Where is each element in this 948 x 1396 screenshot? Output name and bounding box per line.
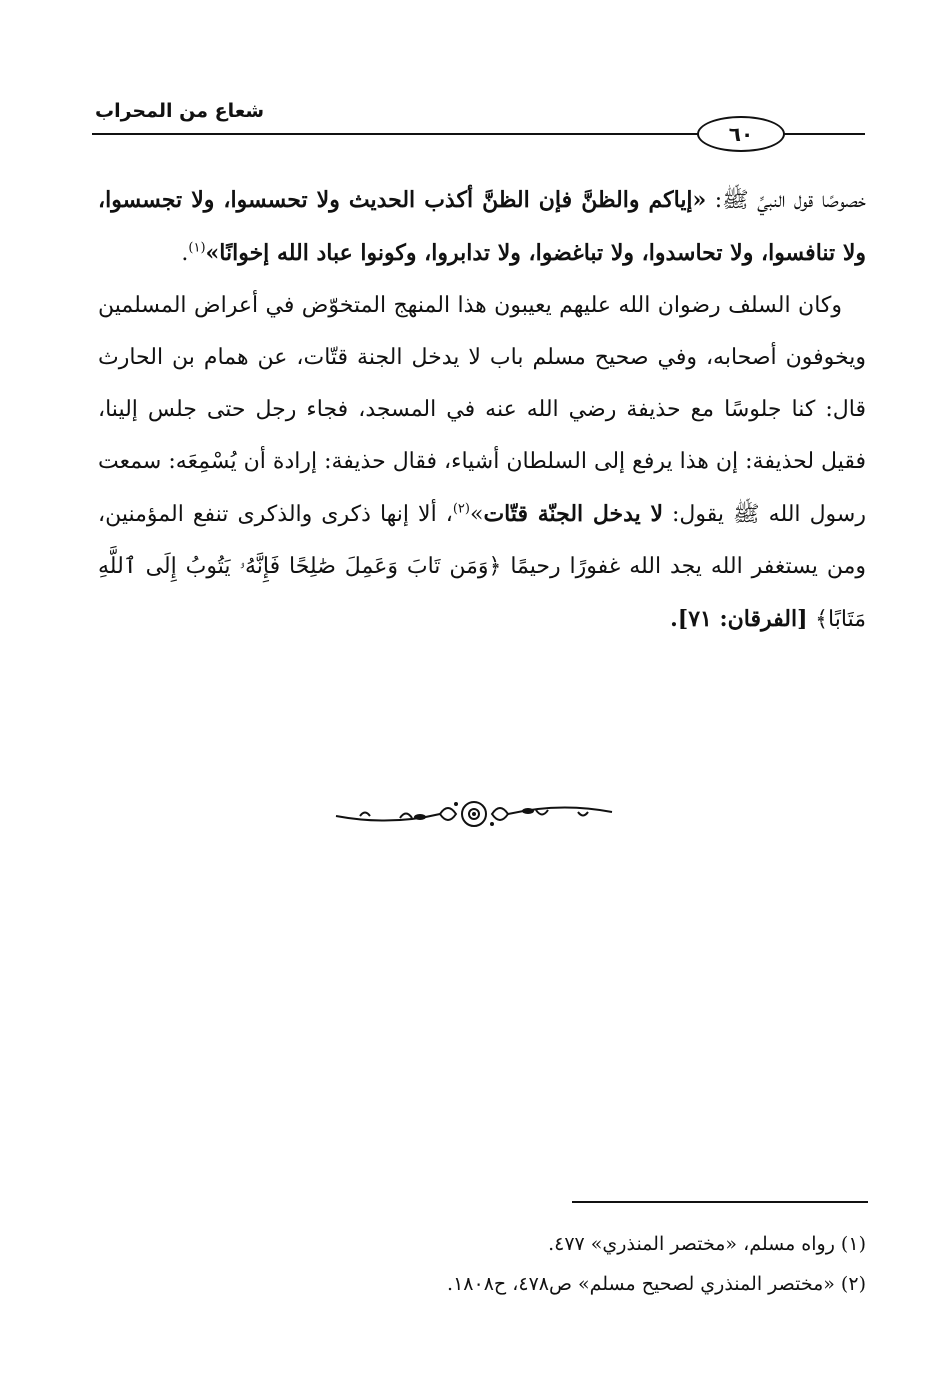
paragraph-2 [98,280,866,646]
paragraph-2-part1: وكان السلف رضوان الله عليهم يعيبون هذا المنهج المتخوّض في أعراض المسلمين ويخوفون أصحابه، وفي صحيح مسلم باب لا يدخل الجنة قتّات، عن همام بن الحارث قال: كنا جلوسًا مع حذيفة رضي الله عنه في المسجد، فجاء رجل حتى جلس إلينا، فقيل لحذيفة: إن هذا يرفع إلى السلطان أشياء، فقال حذيفة: إرادة أن يُسْمِعَه: سمعت رسول الله ﷺ يقول: [98,293,867,527]
hadith-quote-2: لا يدخل الجنّة قتّات [483,501,663,527]
main-text [98,174,866,646]
quran-verse: ﴿وَمَن تَابَ وَعَمِلَ صَٰلِحًا فَإِنَّهُۥ يَتُوبُ إِلَى ٱللَّهِ مَتَابًا﴾ [98,554,866,632]
paragraph-2-part2: ، ألا إنها ذكرى والذكرى تنفع المؤمنين، ومن يستغفر الله يجد الله غفورًا رحيمًا [98,502,866,579]
footnotes [246,1224,866,1304]
hadith-quote-1: «إياكم والظنَّ فإن الظنَّ أكذب الحديث ولا تحسسوا، ولا تجسسوا، ولا تنافسوا، ولا تحاسدوا، ولا تباغضوا، ولا تدابروا، وكونوا عباد الله إخوانًا» [98,187,866,266]
header-rule [92,133,704,135]
paragraph-1-intro: خصوصًا قول النبيِّ ﷺ: [706,188,867,213]
verse-citation: [الفرقان: ٧١]. [670,606,816,632]
ornament-divider-icon [330,796,618,832]
quote-close-mark: » [469,502,484,527]
footnote-2: (٢) «مختصر المنذري لصحيح مسلم» ص٤٧٨، ح١٨٠٨. [447,1273,866,1295]
footnote-ref-1: (١) [188,240,206,256]
paragraph-1-end: . [181,241,189,266]
footnote-1: (١) رواه مسلم، «مختصر المنذري» ٤٧٧. [548,1233,866,1255]
page-number [697,116,785,152]
page-number-text: ٦٠ [728,122,754,146]
running-header-title: شعاع من المحراب [95,100,265,122]
footnote-separator [572,1201,868,1203]
header-rule [780,133,865,135]
paragraph-1 [98,174,866,280]
footnote-ref-2: (٢) [452,501,470,517]
